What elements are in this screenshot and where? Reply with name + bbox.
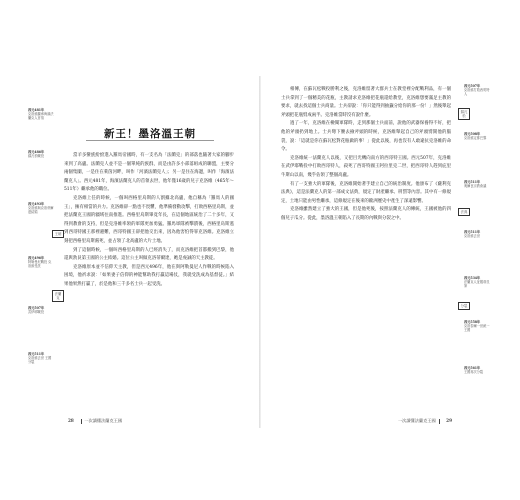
side-note: 西元561年 王國再次分裂 <box>464 366 484 375</box>
side-note: 西元507年 武伊耶戰役 <box>28 306 45 315</box>
section-tab[interactable]: 蘇瓦松 <box>458 108 470 120</box>
section-tab[interactable]: 法蘭克 <box>52 290 64 302</box>
right-page <box>261 76 492 428</box>
side-note: 西元511年 克洛維去世 王國分裂 <box>28 352 52 365</box>
section-tab[interactable]: 王朝 <box>52 230 64 238</box>
right-side-notes <box>460 80 492 420</box>
side-note: 西元534年 法蘭克人征服勃艮第 <box>464 276 490 289</box>
section-tab[interactable]: 法典 <box>458 208 470 216</box>
side-note: 西元493年 克洛維與克洛蒂爾達結婚 <box>28 202 54 215</box>
left-body-text <box>64 152 234 290</box>
paragraph: 克洛維原本並不信仰天主教，但是西元496年，他在與阿勒曼尼人作戰的時候陷入困境，他祈求說：「如果妻子信仰的神能幫助我打贏這場仗，我就受洗成為基督徒。」結果他果然打贏了，於是他和三千多名士兵一起受洗。 <box>64 264 234 287</box>
left-side-notes <box>28 80 62 420</box>
running-title: 一次讀懂法蘭克王國 <box>397 418 436 423</box>
chapter-title: 新王！墨洛溫王朝 <box>104 128 196 140</box>
side-note: 西元507年 克洛維打敗西哥特人 <box>464 84 490 97</box>
page-number: 29 <box>446 418 452 423</box>
left-footer <box>64 418 122 424</box>
side-note: 西元558年 克洛泰爾一世統一王國 <box>464 320 490 333</box>
paragraph: 到了這個時候，一個叫西格里烏斯的人已經消失了，而克洛維把首都搬到巴黎，他還與勃艮第王國的公主結婚。這位公主叫做克洛蒂爾達，她是虔誠的天主教徒。 <box>64 247 234 262</box>
page-number: 28 <box>68 418 74 423</box>
paragraph: 當羊多蠻族紛紛進入羅馬帝國時，有一支名為「法蘭克」的部落也隨著大家的腳步來到了高盧。法蘭克人並不是一個單純的族群，而是由許多小部落組成的聯盟，主要分兩個集團，一是住在萊茵河畔，叫作「河濱法蘭克人」；另一是住在海邊，叫作「海濱法蘭克人」。西元481年，海濱法蘭克人的首領去世，他年僅16歲的兒子克洛維（465年～511年）繼承他的職位。 <box>64 153 234 193</box>
side-note: 西元481年 克洛維繼承海濱法蘭克人首領 <box>28 108 54 121</box>
paragraph: 克洛維雖然建立了強大的王國，但是他死後，按照法蘭克人的傳統，王國被他的四個兒子瓜分。從此，墨洛溫王朝陷入了長期的內戰與分裂之中。 <box>281 207 451 221</box>
paragraph: 相傳，在蘇瓦松戰役勝利之後，克洛維留著大群兵士在教堂裡分配戰利品，有一個士兵拿到了一個精美的花瓶，主教請求克洛維把花瓶還給教堂，克洛維想要滿足主教的要求，就去找這個士兵商量。士兵卻說：「你只能得到抽籤分給你的那一份！」然後舉起斧頭把花瓶劈成兩半。克洛維當時沒有說什麼。 <box>281 87 451 118</box>
section-tab[interactable]: 分裂 <box>458 302 470 310</box>
right-body-text <box>281 86 451 224</box>
paragraph: 克洛維上任的時候，一個叫西格里烏斯的人割據北高盧，他自稱為「羅馬人的國王」，擁有相當的兵力。克洛維卻一點也不畏懼，他準備發動攻擊，打敗西格里烏斯，並把法蘭克王國的疆域往南推進。西格里烏斯畢竟年長，在這個地區統治了二十多年，又得到教會的支持，但是克洛維率領的軍隊更加勇猛。羅馬軍隊被擊潰後，西格里烏斯逃到西哥特國王那裡避難，西哥特國王卻把他交出來，因為他害怕得罪克洛維。克洛維立刻把西格里烏斯處死，並占領了北高盧的大片土地。 <box>64 195 234 244</box>
footer-divider <box>439 419 440 424</box>
paragraph: 克洛維統一法蘭克人以後，又把目光轉向南方的西哥特王國。西元507年，克洛維在武伊耶戰役中打敗西哥特人，殺死了西哥特國王阿拉里克二世，把西哥特人趕到庇里牛斯山以南，幾乎佔領了整個高盧。 <box>281 155 451 178</box>
footer-divider <box>81 419 82 424</box>
side-note: 西元496年 阿勒曼尼戰役 克洛維受洗 <box>28 256 52 269</box>
book-spread <box>28 76 492 428</box>
side-note: 西元486年 蘇瓦松戰役 <box>28 150 45 159</box>
side-note: 西元511年 克洛維去世 <box>464 230 481 239</box>
paragraph: 有了一支強大的軍隊後，克洛維開始著手建立自己的統治制度。他頒布了《薩利克法典》，這是法蘭克人的第一部成文法典，規定了財產繼承、刑罰等內容。其中有一條規定，土地只能由男性繼承，這條規定在後來的歐洲歷史中產生了深遠影響。 <box>281 181 451 204</box>
title-divider <box>86 140 214 141</box>
paragraph: 過了一年，克洛維在檢閱軍隊時，走到那個士兵面前，說他的武器保養得不好，把他的斧頭扔到地上。士兵彎下腰去撿斧頭的時候，克洛維舉起自己的斧頭劈開他的腦袋，說：「這就是你在蘇瓦松對花瓶做的事！」從此以後，再也沒有人敢違抗克洛維的命令。 <box>281 121 451 153</box>
side-note: 西元511年 奧爾良宗教會議 <box>464 180 487 189</box>
running-title: 一次讀懂法蘭克王國 <box>84 418 123 423</box>
right-footer <box>398 418 456 424</box>
left-page <box>28 76 259 428</box>
side-note: 西元508年 克洛維定都巴黎 <box>464 132 487 141</box>
